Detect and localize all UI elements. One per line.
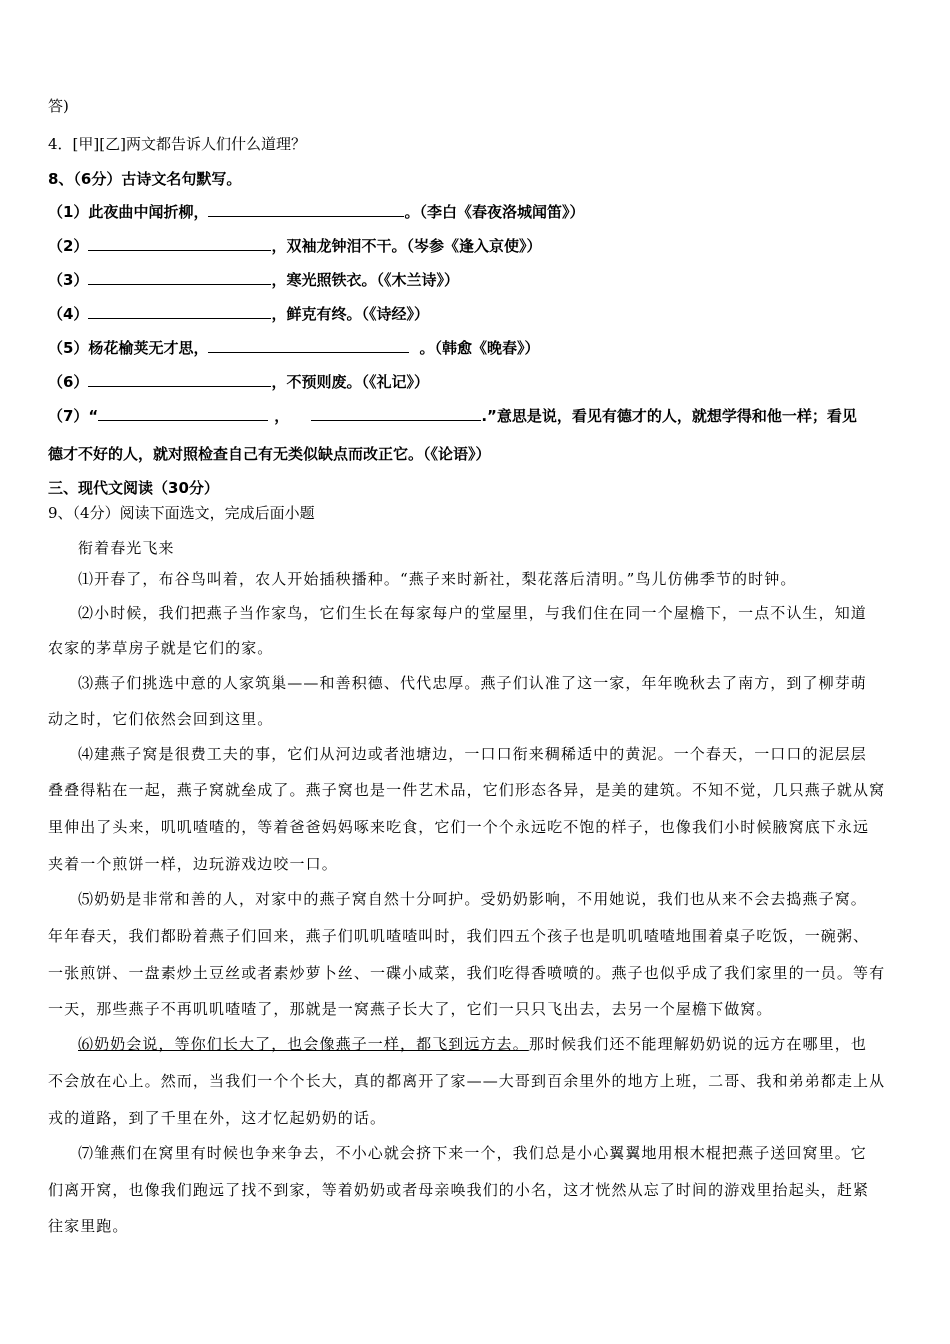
q8-line-5-suffix: 。（韩愈《晚春》） bbox=[419, 339, 540, 357]
q8-line-4-prefix: （4） bbox=[48, 305, 89, 323]
paragraph-4-line-3: 里伸出了头来，叽叽喳喳的，等着爸爸妈妈啄来吃食，它们一个个永远吃不饱的样子，也像我们小时候腋窝底下永远 bbox=[48, 818, 870, 836]
paragraph-6-line-2: 不会放在心上。然而，当我们一个个长大，真的都离开了家——大哥到百余里外的地方上班，二哥、我和弟弟都走上从 bbox=[48, 1072, 886, 1090]
q8-line-2-prefix: （2） bbox=[48, 237, 89, 255]
paragraph-6-line-1 bbox=[78, 1034, 867, 1054]
paragraph-4-line-4: 夹着一个煎饼一样，边玩游戏边咬一口。 bbox=[48, 855, 338, 873]
q8-line-1-suffix: 。（李白《春夜洛城闻笛》） bbox=[404, 203, 585, 221]
q8-line-4 bbox=[48, 304, 429, 324]
q8-line-7 bbox=[48, 406, 857, 426]
answer-blank bbox=[88, 236, 271, 251]
question-9: 9、（4分）阅读下面选文，完成后面小题 bbox=[48, 504, 315, 522]
passage-title: 衔着春光飞来 bbox=[78, 539, 175, 557]
paragraph-6-line-1-rest: 那时候我们还不能理解奶奶说的远方在哪里，也 bbox=[528, 1035, 867, 1053]
answer-blank bbox=[311, 406, 481, 421]
q8-line-1 bbox=[48, 202, 584, 222]
paragraph-2-line-1: ⑵小时候，我们把燕子当作家鸟，它们生长在每家每户的堂屋里，与我们住在同一个屋檐下，一点不认生，知道 bbox=[78, 604, 867, 622]
q8-line-6 bbox=[48, 372, 429, 392]
paragraph-7-line-3: 往家里跑。 bbox=[48, 1217, 129, 1235]
question-8-heading: 8、（6分）古诗文名句默写。 bbox=[48, 170, 242, 188]
paragraph-1: ⑴开春了，布谷鸟叫着，农人开始插秧播种。“燕子来时新社，梨花落后清明。”鸟儿仿佛季节的时钟。 bbox=[78, 570, 797, 588]
q8-line-7-prefix: （7）“ bbox=[48, 407, 99, 425]
paragraph-4-line-1: ⑷建燕子窝是很费工夫的事，它们从河边或者池塘边，一口口衔来稠稀适中的黄泥。一个春天，一口口的泥层层 bbox=[78, 745, 867, 763]
q8-line-1-prefix: （1）此夜曲中闻折柳， bbox=[48, 203, 209, 221]
underlined-sentence: ⑹奶奶会说，等你们长大了，也会像燕子一样，都飞到远方去。 bbox=[78, 1035, 529, 1053]
answer-blank bbox=[208, 202, 404, 217]
q8-line-3 bbox=[48, 270, 459, 290]
paragraph-4-line-2: 叠叠得粘在一起，燕子窝就垒成了。燕子窝也是一件艺术品，它们形态各异，是美的建筑。不知不觉，几只燕子就从窝 bbox=[48, 781, 886, 799]
paragraph-7-line-1: ⑺雏燕们在窝里有时候也争来争去，不小心就会挤下来一个，我们总是小心翼翼地用根木棍把燕子送回窝里。它 bbox=[78, 1144, 867, 1162]
paragraph-5-line-3: 一张煎饼、一盘素炒土豆丝或者素炒萝卜丝、一碟小咸菜，我们吃得香喷喷的。燕子也似乎成了我们家里的一员。等有 bbox=[48, 964, 886, 982]
q8-line-5-prefix: （5）杨花榆荚无才思， bbox=[48, 339, 209, 357]
paragraph-3-line-2: 动之时，它们依然会回到这里。 bbox=[48, 710, 274, 728]
q8-line-6-prefix: （6） bbox=[48, 373, 89, 391]
answer-blank bbox=[88, 304, 271, 319]
q8-line-2-suffix: ，双袖龙钟泪不干。（岑参《逢入京使》） bbox=[271, 237, 542, 255]
q8-line-4-suffix: ，鲜克有终。（《诗经》） bbox=[271, 305, 429, 323]
paragraph-5-line-1: ⑸奶奶是非常和善的人，对家中的燕子窝自然十分呵护。受奶奶影响，不用她说，我们也从来不会去捣燕子窝。 bbox=[78, 890, 867, 908]
q8-line-3-suffix: ，寒光照铁衣。（《木兰诗》） bbox=[271, 271, 459, 289]
answer-blank bbox=[88, 372, 271, 387]
paragraph-6-line-3: 戎的道路，到了千里在外，这才忆起奶奶的话。 bbox=[48, 1109, 387, 1127]
paragraph-3-line-1: ⑶燕子们挑选中意的人家筑巢——和善积德、代代忠厚。燕子们认准了这一家，年年晚秋去了南方，到了柳芽萌 bbox=[78, 674, 867, 692]
paragraph-5-line-2: 年年春天，我们都盼着燕子们回来，燕子们叽叽喳喳叫时，我们四五个孩子也是叽叽喳喳地围着桌子吃饭，一碗粥、 bbox=[48, 927, 870, 945]
question-4: 4．[甲][乙]两文都告诉人们什么道理？ bbox=[48, 135, 306, 153]
q8-line-5 bbox=[48, 338, 539, 358]
paragraph-5-line-4: 一天，那些燕子不再叽叽喳喳了，那就是一窝燕子长大了，它们一只只飞出去，去另一个屋檐下做窝。 bbox=[48, 1000, 773, 1018]
q8-line-7-continued: 德才不好的人，就对照检查自己有无类似缺点而改正它。（《论语》） bbox=[48, 445, 491, 463]
answer-blank bbox=[98, 406, 268, 421]
answer-blank bbox=[208, 338, 409, 353]
q8-line-3-prefix: （3） bbox=[48, 271, 89, 289]
q8-line-6-suffix: ，不预则废。（《礼记》） bbox=[271, 373, 429, 391]
section-3-heading: 三、现代文阅读（30分） bbox=[48, 479, 219, 497]
q8-line-7-suffix: .”意思是说，看见有德才的人，就想学得和他一样；看见 bbox=[481, 407, 857, 425]
answer-blank bbox=[88, 270, 271, 285]
q8-line-2 bbox=[48, 236, 541, 256]
carry-over-text: 答) bbox=[48, 97, 69, 115]
paragraph-2-line-2: 农家的茅草房子就是它们的家。 bbox=[48, 639, 274, 657]
q8-line-7-middle: ， bbox=[274, 407, 290, 425]
paragraph-7-line-2: 们离开窝，也像我们跑远了找不到家，等着奶奶或者母亲唤我们的小名，这才恍然从忘了时间的游戏里抬起头，赶紧 bbox=[48, 1181, 870, 1199]
